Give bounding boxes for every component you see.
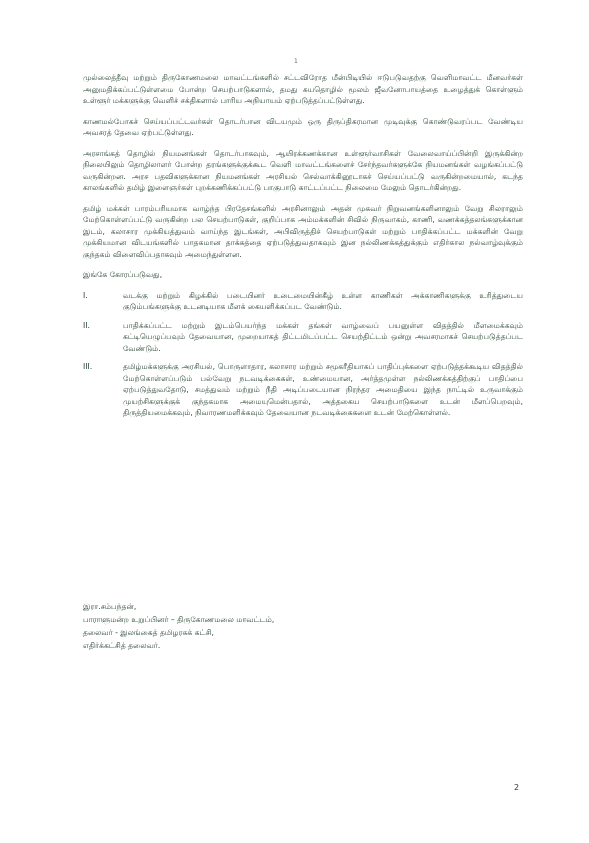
demand-text: வடக்கு மற்றும் கிழக்கில் படையினர் உடைமையின்கீழ் உள்ள காணிகள் அக்காணிகளுக்கு உரித்துடைய குடும்பங்களுக்கு உடனடியாக மீளக் கையளிக்கப்பட வேண்டும். [123,290,523,311]
demands-list [83,290,523,419]
paragraph-disappeared: காணமல்போகச் செய்யப்பட்டவர்கள் தொடர்பான விடயமும் ஒரு திருப்திகரமான முடிவுக்கு கொண்டுவரப்பட வேண்டிய அவசரத் தேவை ஏற்பட்டுள்ளது. [83,116,523,137]
demand-number: I. [83,290,88,300]
demand-item [83,361,523,419]
demand-item [83,290,523,313]
demand-item [83,320,523,355]
paragraph-traditional-areas: தமிழ் மக்கள் பாரம்பரியமாக வாழ்ந்த பிரதேசங்களில் அரசினாலும் அதன் முகவர் நிறுவனங்களினாலும் வேறு சிலராலும் மேற்கொள்ளப்பட்டு வருகின்ற பல செயற்பாடுகள், குறிப்பாக அம்மக்களின் சிவில் நிருவாகம், காணி, வணக்கத்தலங்களுக்கான இடம், கலாசார முக்கியத்துவம் வாய்ந்த இடங்கள், அபிவிருத்திச் செயற்பாடுகள் மற்றும் பாதிக்கப்பட்ட மக்களின் வேறு முக்கியமான விடயங்களில் பாதகமான தாக்கத்தை ஏற்படுத்துவதாகவும் இன நல்லிணக்கத்துக்கும் எதிர்கால நல்வாழ்வுக்கும் குந்தகம் விளைவிப்பதாகவும் அமைந்துள்ளன. [83,203,523,259]
demands-intro: இங்கே கோரப்படுவது, [83,270,163,279]
paragraph-employment: அரசாங்கத் தொழில் நியமனங்கள் தொடர்பாகவும், ஆயிரக்கணக்கான உள்ளூர்வாசிகள் வேலைவாய்ப்பின்றி இருக்கின்ற நிலையிலும் தொழிலாளர் போன்ற தரங்களுக்குக்கூட வெளி மாவட்டங்களைச் சேர்ந்தவர்களுக்கே நியமனங்கள் வழங்கப்பட்டு வருகின்றன. அரச பதவிகளுக்கான நியமனங்கள் அரசியல் செல்வாக்கினூடாகச் செய்யப்பட்டு வருகின்றமையால், கடந்த காலங்களில் தமிழ் இளைஞர்கள் புறக்கணிக்கப்பட்டு பாகுபாடு காட்டப்பட்ட நிலைமை மேலும் தொடர்கின்றது. [83,148,523,192]
signature-block [83,600,383,652]
demand-text: பாதிக்கப்பட்ட மற்றும் இடம்பெயர்ந்த மக்கள் தங்கள் வாழ்வைப் பயனுள்ள விதத்தில் மீளமைக்கவும் கட்டியெழுப்பவும் தேவையான, முறையாகத் திட்டமிடப்பட்ட செயற்திட்டம் ஒன்று அவசரமாகச் செயற்படுத்தப்பட வேண்டும். [123,320,523,353]
signatory-name: இரா.சம்பந்தன், [83,602,137,611]
paragraph-illegal-fishing: முல்லைத்தீவு மற்றும் திருகோணமலை மாவட்டங்களில் சட்டவிரோத மீன்பிடியில் ஈடுபடுவதற்கு வெளிமாவட்ட மீனவர்கள் அனுமதிக்கப்பட்டுள்ளமை போன்ற செயற்பாடுகளால், தமது சுயதொழில் மூலம் ஜீவனோபாயத்தை உழைத்துக் கொள்ளும் உள்ளூர் மக்களுக்கு வெளிச் சக்திகளால் பாரிய அநியாயம் ஏற்படுத்தப்பட்டுள்ளது. [83,73,523,105]
letter-body [83,72,523,426]
page-top-mark: 1 [294,58,298,65]
page-number: 2 [514,783,520,792]
signatory-title-party: தலைவர் - இலங்கைத் தமிழரசுக் கட்சி, [83,628,214,637]
signatory-title-opposition: எதிர்க்கட்சித் தலைவர். [83,641,161,650]
demand-number: III. [83,362,93,371]
signatory-title-mp: பாராளுமன்ற உறுப்பினர் – திருகோணமலை மாவட்டம், [83,615,275,624]
demand-text: தமிழ்மக்களுக்கு அரசியல், பொருளாதார, கலாசார மற்றும் சமூகரீதியாகப் பாதிப்புக்களை ஏற்படுத்தக்கூடிய விதத்தில் மேற்கொள்ளப்படும் பல்வேறு நடவடிக்கைகள், உண்மையான, அர்த்தமுள்ள நல்லிணக்கத்திற்குப் பாதிப்பை ஏற்படுத்துவதோடு, சமத்துவம் மற்றும் நீதி அடிப்படையான நிரந்தர அமைதியை இந்த நாட்டில் உருவாக்கும் முயற்சிகளுக்குக் குந்தகமாக அமையுமென்பதால், அத்தகைய செயற்பாடுகளை உடன் மீளப்பெறவும், திருத்தியமைக்கவும், நிவாரணமளிக்கவும் தேவையான நடவடிக்கைகளை உடன் மேற்கொள்ளல். [123,362,523,417]
demand-number: II. [83,320,90,330]
